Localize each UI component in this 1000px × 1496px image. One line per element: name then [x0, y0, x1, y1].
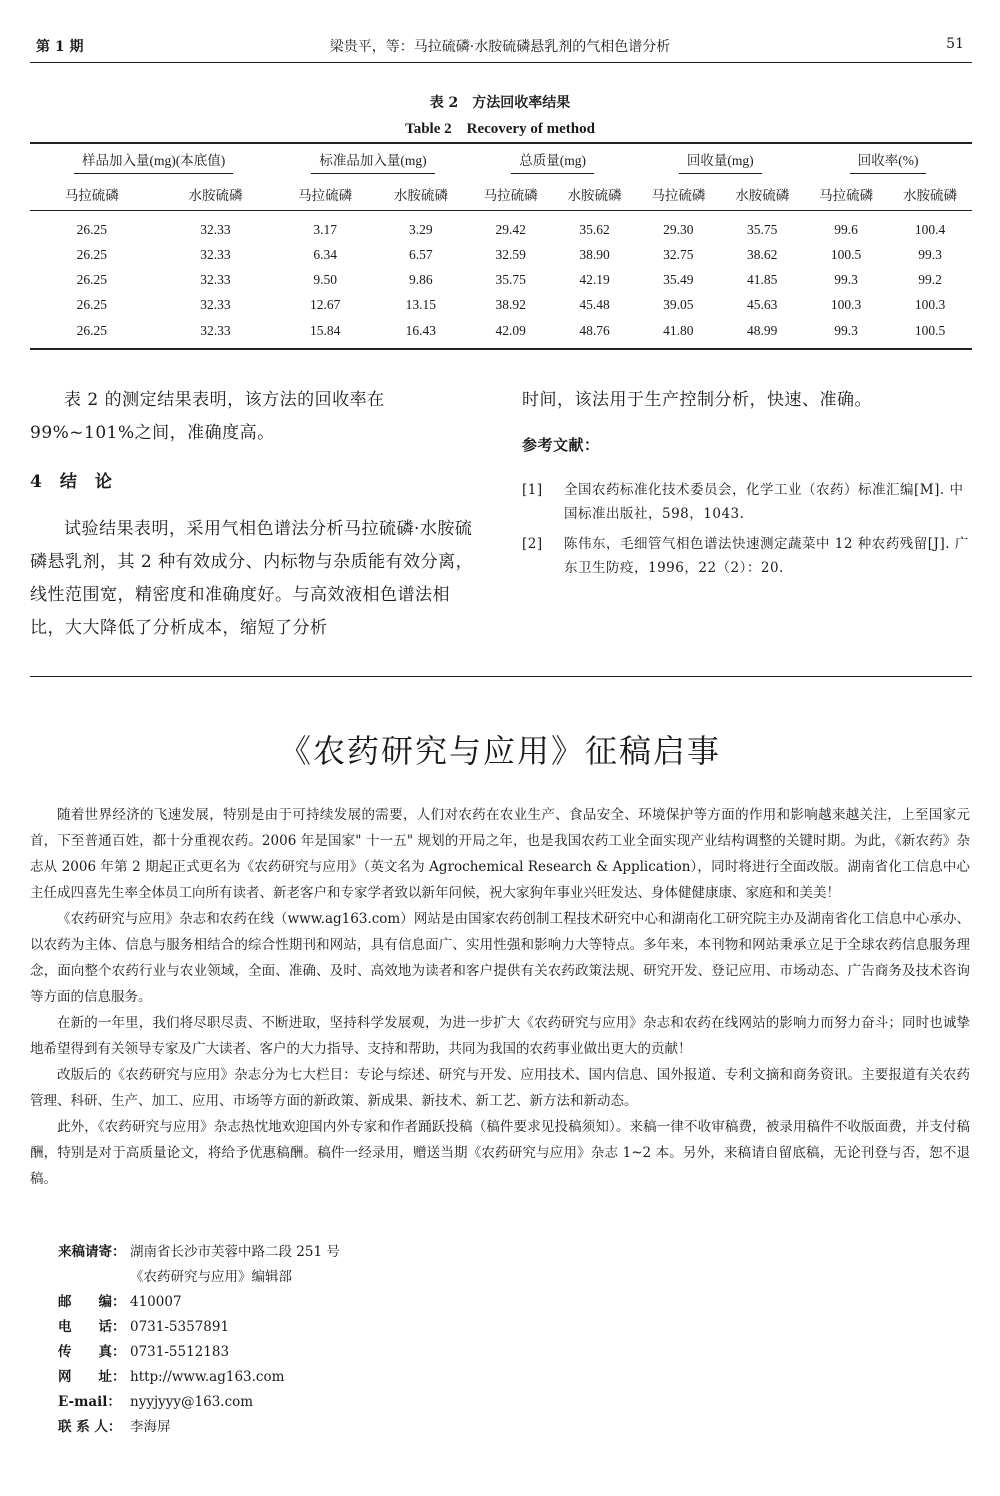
phone-label: 电 话：	[58, 1319, 126, 1335]
contact-block	[58, 1240, 340, 1440]
notice-body	[30, 802, 970, 1192]
reference-item	[522, 532, 972, 580]
table-cell: 6.57	[409, 246, 433, 262]
contact-person-value: 李海屏	[130, 1419, 171, 1435]
table-cell: 32.59	[495, 246, 526, 262]
table-cell: 32.75	[663, 246, 694, 262]
table-cell: 15.84	[277, 317, 373, 349]
table-cell: 42.19	[579, 271, 610, 287]
table-cell: 32.33	[200, 246, 231, 262]
table-cell: 35.62	[579, 221, 610, 237]
recovery-table	[30, 142, 972, 350]
table-cell: 6.34	[313, 246, 337, 262]
reference-number: [2]	[522, 536, 543, 552]
table-cell: 41.85	[747, 271, 778, 287]
table-cell: 35.49	[663, 271, 694, 287]
running-title: 梁贵平，等：马拉硫磷·水胺硫磷悬乳剂的气相色谱分析	[329, 39, 671, 55]
table-cell: 42.09	[469, 317, 553, 349]
table-cell: 100.5	[830, 246, 862, 262]
table-cell: 35.75	[495, 271, 526, 287]
table-cell: 99.3	[918, 246, 942, 262]
sub-header: 马拉硫磷	[636, 178, 720, 211]
notice-paragraph: 改版后的《农药研究与应用》杂志分为七大栏目：专论与综述、研究与开发、应用技术、国内信息、国外报道、专利文摘和商务资讯。主要报道有关农药管理、科研、生产、加工、应用、市场等方面的新政策、新成果、新技术、新工艺、新方法和新动态。	[30, 1067, 970, 1109]
group-header: 样品加入量(mg)(本底值)	[30, 143, 277, 178]
page-number: 51	[946, 36, 964, 52]
reference-list	[522, 478, 972, 580]
table-cell: 9.86	[409, 271, 433, 287]
table-cell: 26.25	[76, 246, 107, 262]
table-cell: 38.90	[579, 246, 610, 262]
references-heading: 参考文献：	[522, 436, 600, 454]
table-cell: 99.2	[918, 271, 942, 287]
left-column	[30, 384, 482, 645]
body-paragraph: 试验结果表明，采用气相色谱法分析马拉硫磷·水胺硫磷悬乳剂，其 2 种有效成分、内标物与杂质能有效分离，线性范围宽，精密度和准确度好。与高效液相色谱法相比，大大降低了分析成本，缩短了分析	[30, 519, 474, 638]
group-header: 总质量(mg)	[469, 143, 637, 178]
group-header: 回收率(%)	[804, 143, 972, 178]
table-cell: 99.6	[834, 221, 858, 237]
sub-header: 马拉硫磷	[804, 178, 888, 211]
contact-row	[58, 1365, 340, 1390]
section-divider	[30, 676, 972, 677]
table-cell: 38.62	[747, 246, 778, 262]
table-row	[30, 292, 972, 317]
notice-paragraph: 此外，《农药研究与应用》杂志热忱地欢迎国内外专家和作者踊跃投稿（稿件要求见投稿须知）。来稿一律不收审稿费，被录用稿件不收版面费，并支付稿酬，特别是对于高质量论文，将给予优惠稿酬。稿件一经录用，赠送当期《农药研究与应用》杂志 1~2 本。另外，来稿请自留底稿，无论刊登与否，恕不退稿。	[30, 1119, 970, 1187]
address-line: 湖南省长沙市芙蓉中路二段 251 号	[130, 1244, 340, 1260]
table-cell: 32.33	[154, 317, 278, 349]
sub-header: 马拉硫磷	[30, 178, 154, 211]
table-sub-header-row	[30, 178, 972, 211]
table-cell: 99.3	[804, 317, 888, 349]
table-cell: 39.05	[663, 296, 694, 312]
table-group-header-row	[30, 143, 972, 178]
table-cell: 26.25	[76, 221, 107, 237]
contact-row	[58, 1415, 340, 1440]
table-row	[30, 242, 972, 267]
table-caption-cn: 表 2 方法回收率结果	[429, 95, 571, 111]
website-label: 网 址：	[58, 1369, 126, 1385]
group-header: 标准品加入量(mg)	[277, 143, 468, 178]
table-cell: 32.33	[200, 296, 231, 312]
table-caption-en: Table 2 Recovery of method	[405, 121, 595, 137]
table-row	[30, 211, 972, 243]
table-cell: 48.76	[553, 317, 637, 349]
table-cell: 26.25	[76, 271, 107, 287]
table-row	[30, 317, 972, 349]
website-value: http://www.ag163.com	[130, 1369, 285, 1385]
email-label: E-mail：	[58, 1394, 121, 1410]
reference-number: [1]	[522, 482, 543, 498]
contact-row	[58, 1240, 340, 1265]
table-cell: 35.75	[747, 221, 778, 237]
contact-row	[58, 1390, 340, 1415]
email-value: nyyjyyy@163.com	[130, 1394, 254, 1410]
table-cell: 100.3	[830, 296, 862, 312]
table-cell: 100.3	[914, 296, 946, 312]
table-cell: 38.92	[495, 296, 526, 312]
address-line: 《农药研究与应用》编辑部	[130, 1269, 292, 1285]
table-cell: 48.99	[720, 317, 804, 349]
table-cell: 26.25	[76, 296, 107, 312]
right-column	[522, 384, 972, 586]
contact-person-label: 联 系 人：	[58, 1419, 122, 1435]
body-paragraph-continued: 时间，该法用于生产控制分析，快速、准确。	[522, 390, 872, 410]
table-cell: 100.4	[914, 221, 946, 237]
fax-label: 传 真：	[58, 1344, 126, 1360]
sub-header: 水胺硫磷	[373, 178, 469, 211]
sub-header: 水胺硫磷	[553, 178, 637, 211]
table-cell: 13.15	[405, 296, 437, 312]
sub-header: 马拉硫磷	[469, 178, 553, 211]
notice-paragraph: 在新的一年里，我们将尽职尽责、不断进取，坚持科学发展观，为进一步扩大《农药研究与应用》杂志和农药在线网站的影响力而努力奋斗；同时也诚挚地希望得到有关领导专家及广大读者、客户的大力指导、支持和帮助，共同为我国的农药事业做出更大的贡献！	[30, 1015, 970, 1057]
postcode-value: 410007	[130, 1294, 182, 1310]
body-paragraph: 表 2 的测定结果表明，该方法的回收率在 99%~101%之间，准确度高。	[30, 390, 385, 443]
table-cell: 45.63	[747, 296, 778, 312]
table-cell: 100.5	[888, 317, 972, 349]
table-cell: 26.25	[30, 317, 154, 349]
table-cell: 45.48	[579, 296, 610, 312]
sub-header: 水胺硫磷	[888, 178, 972, 211]
table-row	[30, 267, 972, 292]
address-label: 来稿请寄：	[58, 1244, 126, 1260]
group-header: 回收量(mg)	[636, 143, 804, 178]
fax-value: 0731-5512183	[130, 1344, 230, 1360]
reference-text: 全国农药标准化技术委员会，化学工业（农药）标准汇编[M]. 中国标准出版社，598，1043.	[564, 482, 964, 522]
notice-paragraph: 随着世界经济的飞速发展，特别是由于可持续发展的需要，人们对农药在农业生产、食品安全、环境保护等方面的作用和影响越来越关注，上至国家元首，下至普通百姓，都十分重视农药。2006 年是国家" 十一五" 规划的开局之年，也是我国农药工业全面实现产业结构调整的关键时期。为此，《新农药》杂志从 2006 年第 2 期起正式更名为《农药研究与应用》（英文名为 Agrochemical Research & Application），同时将进行全面改版。湖南省化工信息中心主任成四喜先生率全体员工向所有读者、新老客户和专家学者致以新年问候，祝大家狗年事业兴旺发达、身体健健康康、家庭和和美美！	[30, 807, 970, 901]
table-cell: 16.43	[373, 317, 469, 349]
section-heading: 4 结 论	[30, 472, 113, 492]
table-cell: 12.67	[309, 296, 341, 312]
table-cell: 9.50	[313, 271, 337, 287]
sub-header: 马拉硫磷	[277, 178, 373, 211]
sub-header: 水胺硫磷	[720, 178, 804, 211]
table-cell: 3.29	[409, 221, 433, 237]
table-cell: 29.30	[663, 221, 694, 237]
contact-row	[58, 1340, 340, 1365]
table-cell: 41.80	[636, 317, 720, 349]
notice-paragraph: 《农药研究与应用》杂志和农药在线（www.ag163.com）网站是由国家农药创制工程技术研究中心和湖南化工研究院主办及湖南省化工信息中心承办、以农药为主体、信息与服务相结合的综合性期刊和网站，具有信息面广、实用性强和影响力大等特点。多年来，本刊物和网站秉承立足于全球农药信息服务理念，面向整个农药行业与农业领域，全面、准确、及时、高效地为读者和客户提供有关农药政策法规、研究开发、登记应用、市场动态、广告商务及技术咨询等方面的信息服务。	[30, 911, 970, 1005]
table-cell: 3.17	[313, 221, 337, 237]
sub-header: 水胺硫磷	[154, 178, 278, 211]
contact-row	[58, 1290, 340, 1315]
postcode-label: 邮 编：	[58, 1294, 126, 1310]
table-cell: 29.42	[495, 221, 526, 237]
table-cell: 99.3	[834, 271, 858, 287]
phone-value: 0731-5357891	[130, 1319, 230, 1335]
reference-item	[522, 478, 972, 526]
table-cell: 32.33	[200, 221, 231, 237]
issue-label: 第 1 期	[36, 39, 84, 55]
reference-text: 陈伟东，毛细管气相色谱法快速测定蔬菜中 12 种农药残留[J]. 广东卫生防疫，1996，22（2）：20.	[564, 536, 969, 576]
table-cell: 32.33	[200, 271, 231, 287]
notice-title: 《农药研究与应用》征稿启事	[278, 732, 721, 770]
header-rule	[30, 62, 972, 63]
contact-row	[58, 1315, 340, 1340]
